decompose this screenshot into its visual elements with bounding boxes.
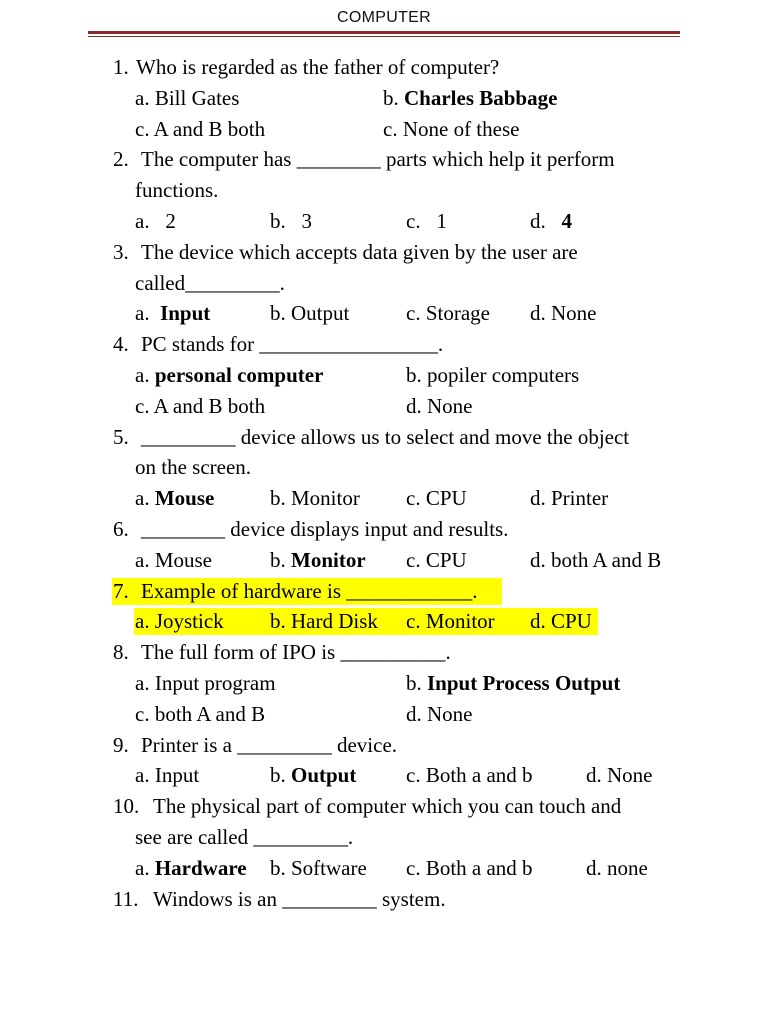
question-text: The full form of IPO is __________. [141,640,451,665]
question-number: 11. [113,886,139,911]
question-number: 2. [113,147,129,172]
question-text: _________ device allows us to select and move the object [141,424,630,449]
options-row [0,298,768,329]
options-row [0,699,768,730]
option-c: c. Storage [406,301,490,326]
option-b-answer: b. Charles Babbage [383,85,558,110]
question-text: The physical part of computer which you can touch and [153,794,622,819]
option-d: d. None [530,301,597,326]
option-d: d. both A and B [530,547,662,572]
option-b-answer: b. Monitor [270,547,366,572]
question-text-continued: functions. [135,178,219,203]
option-b: b. Hard Disk [270,609,378,634]
options-row [0,83,768,114]
question-number: 9. [113,732,129,757]
option-a: a. Joystick [135,609,224,634]
option-b: b. popiler computers [406,362,580,387]
question-text: Who is regarded as the father of computer? [136,55,500,79]
options-row [0,360,768,391]
option-c: c. CPU [406,486,467,511]
option-a-answer: a. Hardware [135,855,247,880]
question-number: 5. [113,424,129,449]
options-row [0,391,768,422]
options-row [0,545,768,576]
question-1 [0,52,768,83]
question-number: 10. [113,794,140,819]
header-rule-thick [88,31,680,34]
question-text-continued: on the screen. [135,455,252,480]
option-a: a. Input [135,763,200,788]
question-number: 1. [113,55,129,79]
option-a: a. Input program [135,670,276,695]
options-row-highlighted [0,606,768,637]
option-b: b. 3 [270,208,312,233]
option-c: c. A and B both [135,393,266,418]
question-text: Printer is a _________ device. [141,732,398,757]
question-5 [0,422,768,453]
question-text: ________ device displays input and results. [141,516,509,541]
options-row [0,668,768,699]
question-number: 7. [113,578,129,603]
option-a-answer: a. Input [135,301,211,326]
option-c: c. CPU [406,547,467,572]
question-text: Windows is an _________ system. [153,886,446,911]
option-d-answer: d. 4 [530,208,572,233]
options-row [0,206,768,237]
option-d: d. CPU [530,609,592,634]
header-rule-thin [88,36,680,37]
option-a-answer: a. personal computer [135,362,324,387]
question-3 [0,237,768,268]
option-b: b. Monitor [270,486,360,511]
question-10 [0,791,768,822]
option-d: d. Printer [530,486,609,511]
option-a-answer: a. Mouse [135,486,215,511]
option-a: a. Mouse [135,547,212,572]
options-row [0,760,768,791]
option-d: c. None of these [383,116,520,141]
option-b-answer: b. Output [270,763,357,788]
question-8 [0,637,768,668]
question-text: The device which accepts data given by the user are [141,239,578,264]
option-c: c. Both a and b [406,763,533,788]
page-header-title: COMPUTER [337,9,431,26]
option-a: a. 2 [135,208,176,233]
option-d: d. None [586,763,653,788]
option-d: d. None [406,701,473,726]
question-text: Example of hardware is ____________. [141,578,478,603]
question-text-continued: see are called _________. [135,824,354,849]
question-2 [0,144,768,175]
options-row [0,483,768,514]
option-d: d. None [406,393,473,418]
question-text: PC stands for _________________. [141,332,444,357]
option-c: c. both A and B [135,701,266,726]
question-6 [0,514,768,545]
option-c: c. 1 [406,208,447,233]
question-list [0,52,768,914]
question-4 [0,329,768,360]
option-c: c. Both a and b [406,855,533,880]
question-number: 8. [113,640,129,665]
question-11 [0,884,768,915]
question-text-continued: called_________. [135,270,285,295]
question-text: The computer has ________ parts which help it perform [141,147,615,172]
option-b: b. Output [270,301,350,326]
question-9 [0,730,768,761]
option-b: b. Software [270,855,367,880]
question-number: 6. [113,516,129,541]
option-a: a. Bill Gates [135,85,240,110]
question-7-highlighted [0,576,768,607]
question-number: 4. [113,332,129,357]
option-b-answer: b. Input Process Output [406,670,621,695]
option-d: d. none [586,855,648,880]
option-c: c. A and B both [135,116,266,141]
question-number: 3. [113,239,129,264]
option-c: c. Monitor [406,609,495,634]
options-row [0,853,768,884]
options-row [0,114,768,145]
